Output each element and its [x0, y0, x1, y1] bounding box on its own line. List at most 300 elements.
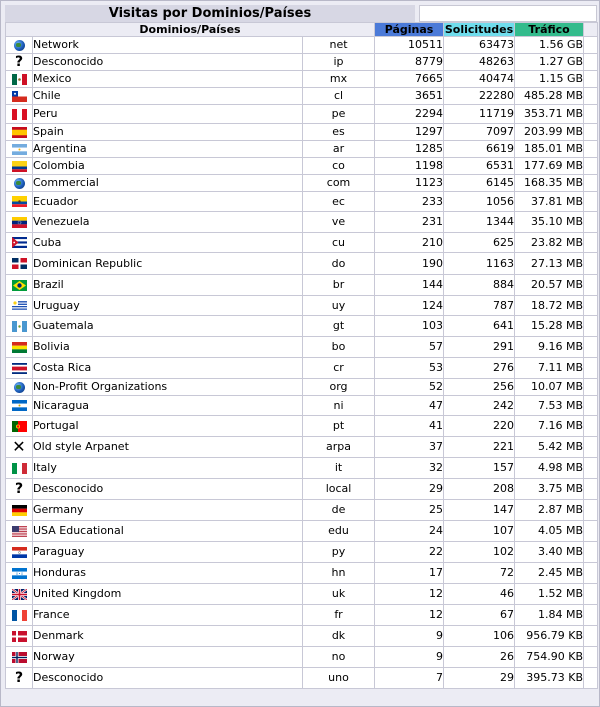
domain-code: ec	[303, 192, 375, 212]
requests-count: 242	[444, 396, 515, 416]
globe-icon	[6, 178, 32, 189]
domain-code: org	[303, 379, 375, 396]
domain-code: br	[303, 275, 375, 296]
pages-count: 7	[375, 668, 444, 689]
domain-code: ve	[303, 212, 375, 233]
domain-code: edu	[303, 521, 375, 542]
requests-count: 256	[444, 379, 515, 396]
row-icon-cell	[6, 233, 33, 253]
row-spacer	[584, 521, 598, 542]
domain-code: no	[303, 647, 375, 668]
pages-count: 8779	[375, 54, 444, 71]
traffic-amount: 35.10 MB	[515, 212, 584, 233]
pages-count: 1123	[375, 175, 444, 192]
requests-count: 625	[444, 233, 515, 253]
table-row	[6, 212, 598, 233]
column-header-pages: Páginas	[375, 23, 444, 37]
table-row	[6, 158, 598, 175]
flag-bo-icon	[6, 342, 32, 353]
traffic-amount: 7.11 MB	[515, 358, 584, 379]
row-icon-cell	[6, 521, 33, 542]
row-icon-cell	[6, 124, 33, 141]
globe-icon	[6, 40, 32, 51]
table-row	[6, 54, 598, 71]
table-row	[6, 253, 598, 275]
row-spacer	[584, 337, 598, 358]
domain-code: cl	[303, 88, 375, 105]
requests-count: 7097	[444, 124, 515, 141]
table-header-row	[6, 23, 598, 37]
pages-count: 2294	[375, 105, 444, 124]
requests-count: 6531	[444, 158, 515, 175]
flag-uk-icon	[6, 589, 32, 600]
row-spacer	[584, 88, 598, 105]
row-icon-cell	[6, 458, 33, 479]
domain-name: Brazil	[33, 275, 303, 296]
traffic-amount: 395.73 KB	[515, 668, 584, 689]
domain-code: uno	[303, 668, 375, 689]
pages-count: 10511	[375, 37, 444, 54]
requests-count: 641	[444, 316, 515, 337]
flag-fr-icon	[6, 610, 32, 621]
row-spacer	[584, 275, 598, 296]
row-spacer	[584, 105, 598, 124]
pages-count: 41	[375, 416, 444, 437]
table-row	[6, 521, 598, 542]
row-icon-cell	[6, 396, 33, 416]
requests-count: 220	[444, 416, 515, 437]
table-row	[6, 316, 598, 337]
row-icon-cell	[6, 416, 33, 437]
table-row	[6, 379, 598, 396]
row-icon-cell	[6, 158, 33, 175]
column-header-requests: Solicitudes	[444, 23, 514, 36]
pages-count: 29	[375, 479, 444, 500]
requests-count: 107	[444, 521, 515, 542]
flag-pe-icon	[6, 109, 32, 120]
domain-name: Mexico	[33, 71, 303, 88]
row-icon-cell	[6, 437, 33, 458]
table-row	[6, 124, 598, 141]
row-spacer	[584, 141, 598, 158]
question-mark-icon: ?	[14, 670, 24, 686]
domain-name: Nicaragua	[33, 396, 303, 416]
flag-cu-icon	[6, 237, 32, 248]
table-row	[6, 647, 598, 668]
row-spacer	[584, 316, 598, 337]
table-row	[6, 563, 598, 584]
domain-name: Desconocido	[33, 54, 303, 71]
domains-table	[5, 22, 598, 689]
row-icon-cell	[6, 647, 33, 668]
requests-count: 26	[444, 647, 515, 668]
row-icon-cell	[6, 296, 33, 316]
domain-name: Old style Arpanet	[33, 437, 303, 458]
row-spacer	[584, 212, 598, 233]
row-spacer	[584, 416, 598, 437]
flag-pt-icon	[6, 421, 32, 432]
requests-count: 221	[444, 437, 515, 458]
traffic-amount: 168.35 MB	[515, 175, 584, 192]
row-spacer	[584, 584, 598, 605]
table-row	[6, 71, 598, 88]
domain-name: Bolivia	[33, 337, 303, 358]
domain-name: Chile	[33, 88, 303, 105]
requests-count: 106	[444, 626, 515, 647]
domain-code: gt	[303, 316, 375, 337]
requests-count: 787	[444, 296, 515, 316]
table-row	[6, 141, 598, 158]
domain-name: Network	[33, 37, 303, 54]
requests-count: 102	[444, 542, 515, 563]
domain-name: Dominican Republic	[33, 253, 303, 275]
row-spacer	[584, 296, 598, 316]
row-spacer	[584, 542, 598, 563]
traffic-amount: 18.72 MB	[515, 296, 584, 316]
domain-name: Desconocido	[33, 479, 303, 500]
row-spacer	[584, 71, 598, 88]
domain-code: fr	[303, 605, 375, 626]
pages-count: 9	[375, 647, 444, 668]
requests-count: 157	[444, 458, 515, 479]
pages-count: 1297	[375, 124, 444, 141]
domain-name: Paraguay	[33, 542, 303, 563]
flag-ve-icon	[6, 217, 32, 228]
domain-name: Commercial	[33, 175, 303, 192]
traffic-amount: 485.28 MB	[515, 88, 584, 105]
flag-dk-icon	[6, 631, 32, 642]
pages-count: 22	[375, 542, 444, 563]
row-spacer	[584, 379, 598, 396]
row-icon-cell	[6, 626, 33, 647]
row-spacer	[584, 233, 598, 253]
pages-count: 233	[375, 192, 444, 212]
table-row	[6, 479, 598, 500]
domain-code: cu	[303, 233, 375, 253]
domain-name: Uruguay	[33, 296, 303, 316]
domain-code: es	[303, 124, 375, 141]
pages-count: 103	[375, 316, 444, 337]
domain-name: Venezuela	[33, 212, 303, 233]
domain-name: Non-Profit Organizations	[33, 379, 303, 396]
question-mark-icon: ?	[14, 54, 24, 70]
traffic-amount: 353.71 MB	[515, 105, 584, 124]
pages-count: 124	[375, 296, 444, 316]
row-icon-cell	[6, 605, 33, 626]
domain-code: com	[303, 175, 375, 192]
requests-count: 40474	[444, 71, 515, 88]
traffic-amount: 23.82 MB	[515, 233, 584, 253]
traffic-amount: 7.53 MB	[515, 396, 584, 416]
domain-name: Denmark	[33, 626, 303, 647]
domain-name: Cuba	[33, 233, 303, 253]
flag-ar-icon	[6, 144, 32, 155]
row-spacer	[584, 37, 598, 54]
table-row	[6, 668, 598, 689]
table-row	[6, 542, 598, 563]
traffic-amount: 4.98 MB	[515, 458, 584, 479]
traffic-amount: 2.87 MB	[515, 500, 584, 521]
row-spacer	[584, 479, 598, 500]
requests-count: 147	[444, 500, 515, 521]
question-mark-icon: ?	[14, 481, 24, 497]
pages-count: 25	[375, 500, 444, 521]
flag-ni-icon	[6, 400, 32, 411]
domain-name: Honduras	[33, 563, 303, 584]
traffic-amount: 956.79 KB	[515, 626, 584, 647]
table-row	[6, 358, 598, 379]
pages-count: 1198	[375, 158, 444, 175]
domain-code: bo	[303, 337, 375, 358]
traffic-amount: 1.84 MB	[515, 605, 584, 626]
row-icon-cell	[6, 141, 33, 158]
domain-name: Costa Rica	[33, 358, 303, 379]
requests-count: 6619	[444, 141, 515, 158]
traffic-amount: 1.15 GB	[515, 71, 584, 88]
domain-name: United Kingdom	[33, 584, 303, 605]
domain-name: Italy	[33, 458, 303, 479]
row-icon-cell	[6, 668, 33, 689]
pages-count: 9	[375, 626, 444, 647]
flag-es-icon	[6, 127, 32, 138]
traffic-amount: 10.07 MB	[515, 379, 584, 396]
row-spacer	[584, 458, 598, 479]
flag-br-icon	[6, 280, 32, 291]
domain-name: USA Educational	[33, 521, 303, 542]
table-row	[6, 233, 598, 253]
traffic-amount: 3.75 MB	[515, 479, 584, 500]
pages-count: 12	[375, 584, 444, 605]
domain-code: it	[303, 458, 375, 479]
requests-count: 63473	[444, 37, 515, 54]
flag-do-icon	[6, 258, 32, 269]
title-blank-cell	[419, 5, 597, 22]
row-icon-cell	[6, 37, 33, 54]
requests-count: 72	[444, 563, 515, 584]
domain-code: local	[303, 479, 375, 500]
requests-count: 22280	[444, 88, 515, 105]
domain-code: ip	[303, 54, 375, 71]
traffic-amount: 15.28 MB	[515, 316, 584, 337]
domain-code: cr	[303, 358, 375, 379]
row-spacer	[584, 437, 598, 458]
domain-code: ni	[303, 396, 375, 416]
flag-gt-icon	[6, 321, 32, 332]
row-icon-cell	[6, 88, 33, 105]
pages-count: 231	[375, 212, 444, 233]
pages-count: 3651	[375, 88, 444, 105]
traffic-amount: 27.13 MB	[515, 253, 584, 275]
traffic-amount: 1.27 GB	[515, 54, 584, 71]
domain-name: Desconocido	[33, 668, 303, 689]
table-row	[6, 175, 598, 192]
domain-name: Norway	[33, 647, 303, 668]
pages-count: 24	[375, 521, 444, 542]
table-row	[6, 458, 598, 479]
table-row	[6, 396, 598, 416]
requests-count: 1344	[444, 212, 515, 233]
row-icon-cell	[6, 253, 33, 275]
flag-no-icon	[6, 652, 32, 663]
traffic-amount: 185.01 MB	[515, 141, 584, 158]
pages-count: 37	[375, 437, 444, 458]
row-spacer	[584, 54, 598, 71]
row-icon-cell	[6, 358, 33, 379]
requests-count: 11719	[444, 105, 515, 124]
domain-name: Colombia	[33, 158, 303, 175]
traffic-amount: 37.81 MB	[515, 192, 584, 212]
row-spacer	[584, 175, 598, 192]
requests-count: 48263	[444, 54, 515, 71]
traffic-amount: 177.69 MB	[515, 158, 584, 175]
row-icon-cell	[6, 479, 33, 500]
pages-count: 52	[375, 379, 444, 396]
table-row	[6, 337, 598, 358]
page-title: Visitas por Dominios/Países	[5, 5, 415, 22]
domain-code: pe	[303, 105, 375, 124]
row-spacer	[584, 605, 598, 626]
traffic-amount: 203.99 MB	[515, 124, 584, 141]
table-row	[6, 275, 598, 296]
domain-code: net	[303, 37, 375, 54]
row-spacer	[584, 192, 598, 212]
domain-code: de	[303, 500, 375, 521]
column-header-domains: Dominios/Países	[6, 23, 375, 37]
pages-count: 1285	[375, 141, 444, 158]
table-row	[6, 605, 598, 626]
domain-code: pt	[303, 416, 375, 437]
table-row	[6, 416, 598, 437]
requests-count: 6145	[444, 175, 515, 192]
row-spacer	[584, 124, 598, 141]
table-row	[6, 626, 598, 647]
row-icon-cell	[6, 105, 33, 124]
column-header-traffic: Tráfico	[515, 23, 584, 37]
domain-name: Ecuador	[33, 192, 303, 212]
requests-count: 884	[444, 275, 515, 296]
flag-mx-icon	[6, 74, 32, 85]
row-icon-cell	[6, 379, 33, 396]
domain-code: arpa	[303, 437, 375, 458]
table-row	[6, 105, 598, 124]
domain-code: dk	[303, 626, 375, 647]
pages-count: 17	[375, 563, 444, 584]
row-spacer	[584, 396, 598, 416]
table-row	[6, 500, 598, 521]
requests-count: 208	[444, 479, 515, 500]
domain-code: uy	[303, 296, 375, 316]
row-icon-cell	[6, 54, 33, 71]
pages-count: 144	[375, 275, 444, 296]
table-body	[6, 37, 598, 689]
table-row	[6, 192, 598, 212]
flag-de-icon	[6, 505, 32, 516]
traffic-amount: 2.45 MB	[515, 563, 584, 584]
domain-name: Argentina	[33, 141, 303, 158]
domain-code: mx	[303, 71, 375, 88]
traffic-amount: 5.42 MB	[515, 437, 584, 458]
domain-code: hn	[303, 563, 375, 584]
table-row	[6, 88, 598, 105]
requests-count: 276	[444, 358, 515, 379]
table-row	[6, 37, 598, 54]
row-icon-cell	[6, 563, 33, 584]
row-spacer	[584, 626, 598, 647]
requests-count: 29	[444, 668, 515, 689]
pages-count: 57	[375, 337, 444, 358]
traffic-amount: 1.56 GB	[515, 37, 584, 54]
row-spacer	[584, 647, 598, 668]
table-row	[6, 584, 598, 605]
pages-count: 7665	[375, 71, 444, 88]
flag-cr-icon	[6, 363, 32, 374]
traffic-amount: 7.16 MB	[515, 416, 584, 437]
flag-us-icon	[6, 526, 32, 537]
traffic-amount: 9.16 MB	[515, 337, 584, 358]
domain-code: co	[303, 158, 375, 175]
traffic-amount: 3.40 MB	[515, 542, 584, 563]
row-icon-cell	[6, 175, 33, 192]
column-header-spacer	[584, 23, 598, 37]
cross-icon: ✕	[12, 437, 26, 456]
row-icon-cell	[6, 337, 33, 358]
traffic-amount: 20.57 MB	[515, 275, 584, 296]
row-spacer	[584, 358, 598, 379]
row-icon-cell	[6, 584, 33, 605]
row-spacer	[584, 253, 598, 275]
row-icon-cell	[6, 316, 33, 337]
row-icon-cell	[6, 71, 33, 88]
row-spacer	[584, 158, 598, 175]
flag-hn-icon	[6, 568, 32, 579]
requests-count: 46	[444, 584, 515, 605]
flag-it-icon	[6, 463, 32, 474]
table-row	[6, 437, 598, 458]
row-spacer	[584, 668, 598, 689]
domain-name: Peru	[33, 105, 303, 124]
globe-icon	[6, 382, 32, 393]
domain-name: Spain	[33, 124, 303, 141]
domain-name: Guatemala	[33, 316, 303, 337]
domain-code: ar	[303, 141, 375, 158]
row-icon-cell	[6, 192, 33, 212]
requests-count: 291	[444, 337, 515, 358]
domain-code: uk	[303, 584, 375, 605]
domain-code: py	[303, 542, 375, 563]
row-icon-cell	[6, 275, 33, 296]
domain-name: France	[33, 605, 303, 626]
domain-name: Germany	[33, 500, 303, 521]
pages-count: 32	[375, 458, 444, 479]
requests-count: 67	[444, 605, 515, 626]
flag-uy-icon	[6, 300, 32, 311]
requests-count: 1163	[444, 253, 515, 275]
domain-name: Portugal	[33, 416, 303, 437]
flag-ec-icon	[6, 196, 32, 207]
requests-count: 1056	[444, 192, 515, 212]
pages-count: 12	[375, 605, 444, 626]
row-icon-cell	[6, 542, 33, 563]
pages-count: 53	[375, 358, 444, 379]
flag-co-icon	[6, 161, 32, 172]
row-spacer	[584, 563, 598, 584]
table-row	[6, 296, 598, 316]
row-spacer	[584, 500, 598, 521]
row-icon-cell	[6, 500, 33, 521]
flag-py-icon	[6, 547, 32, 558]
pages-count: 190	[375, 253, 444, 275]
traffic-amount: 4.05 MB	[515, 521, 584, 542]
